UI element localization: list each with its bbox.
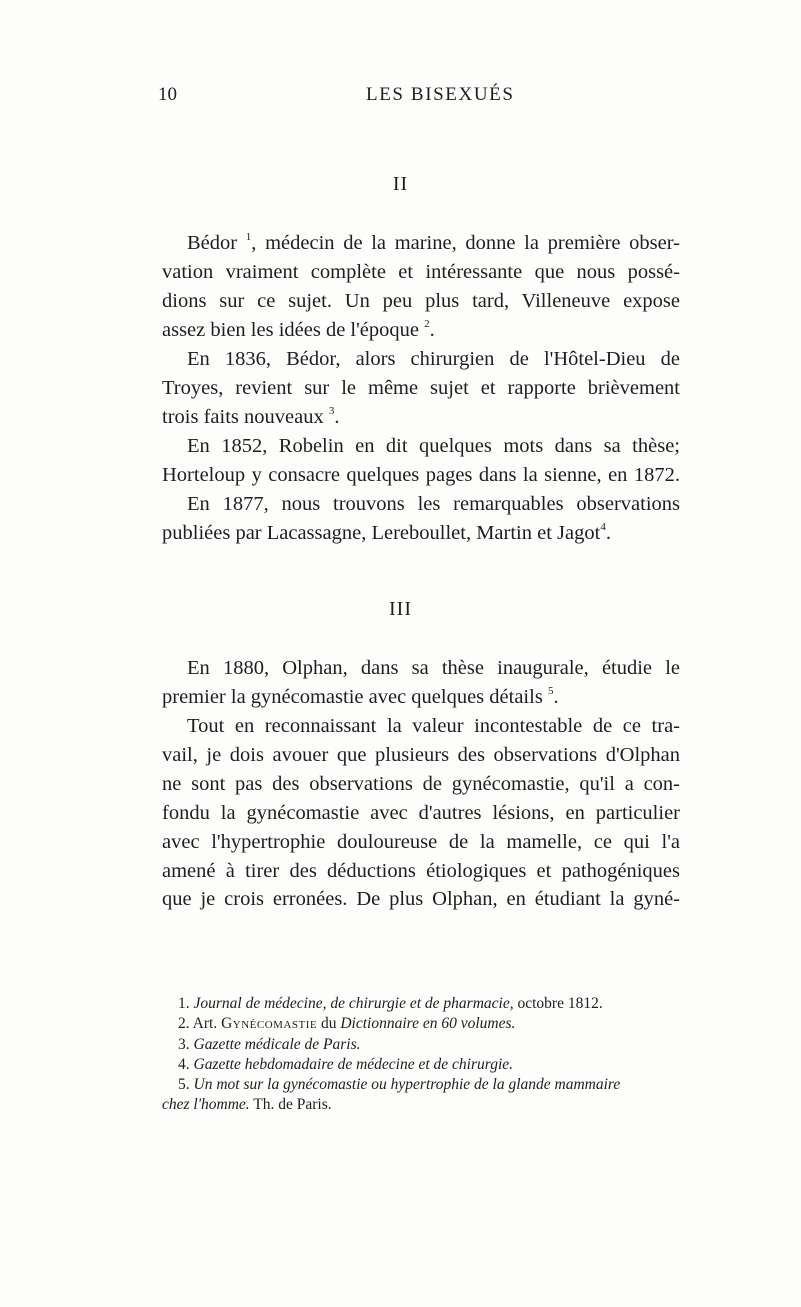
text-line: que je crois erronées. De plus Olphan, en étudiant la gyné- (162, 888, 680, 911)
footnote-ref: 2 (424, 317, 430, 330)
footnote-ref: 4 (600, 520, 606, 533)
text-line: avec l'hypertrophie douloureuse de la mamelle, ce qui l'a (162, 830, 680, 853)
text-line: fondu la gynécomastie avec d'autres lésions, en particulier (162, 801, 680, 824)
text-line: Tout en reconnaissant la valeur incontestable de ce tra- (187, 715, 680, 737)
footnote: 3. Gazette médicale de Paris. (178, 1035, 361, 1053)
text-line: amené à tirer des déductions étiologiques et pathogéniques (162, 859, 680, 882)
footnote-ref: 3 (328, 404, 335, 417)
text-line: trois faits nouveaux $^3$. (162, 404, 340, 428)
footnote-ref: 5 (547, 684, 554, 697)
footnote: 4. Gazette hebdomadaire de médecine et de chirurgie. (178, 1055, 514, 1073)
text-line: En 1880, Olphan, dans sa thèse inaugurale, étudie le (187, 657, 680, 679)
paragraph (162, 345, 680, 432)
paragraph (162, 432, 680, 490)
section-numeral-ii: II (392, 173, 409, 195)
footnote-continuation: chez l'homme. Th. de Paris. (162, 1096, 332, 1114)
text-line: Horteloup y consacre quelques pages dans la sienne, en 1872. (162, 463, 680, 486)
footnote: 5. Un mot sur la gynécomastie ou hypertrophie de la glande mammaire (178, 1076, 621, 1094)
footnote: 2. Art. Gynécomastie du Dictionnaire en 60 volumes. (178, 1015, 516, 1033)
text-line: vation vraiment complète et intéressante que nous possé- (162, 260, 680, 283)
text-line: En 1877, nous trouvons les remarquables observations (187, 493, 680, 515)
page-header (158, 84, 678, 110)
paragraph (162, 490, 680, 548)
paragraph (162, 229, 680, 345)
text-line: publiées par Lacassagne, Lereboullet, Martin et Jagot$^4$. (162, 520, 611, 544)
footnote-ref: 1 (245, 231, 252, 243)
text-line: Troyes, revient sur le même sujet et rapporte brièvement (162, 376, 680, 399)
text-line: assez bien les idées de l'époque $^2$. (162, 317, 435, 341)
text-line: vail, je dois avouer que plusieurs des observations d'Olphan (162, 743, 680, 766)
running-head: LES BISEXUÉS (366, 84, 515, 105)
text-line: ne sont pas des observations de gynécomastie, qu'il a con- (162, 772, 680, 795)
text-line: Bédor $^1$, médecin de la marine, donne la première obser- (187, 231, 680, 254)
text-line: En 1836, Bédor, alors chirurgien de l'Hôtel-Dieu de (187, 348, 680, 370)
footnote: 1. Journal de médecine, de chirurgie et de pharmacie, octobre 1812. (178, 995, 603, 1012)
footnotes (162, 994, 682, 1116)
text-line: dions sur ce sujet. Un peu plus tard, Villeneuve expose (162, 289, 680, 312)
paragraph (162, 654, 680, 712)
text-line: En 1852, Robelin en dit quelques mots dans sa thèse; (187, 435, 680, 457)
text-line: premier la gynécomastie avec quelques détails $^5$. (162, 684, 559, 708)
page-number: 10 (158, 84, 177, 105)
paragraph (162, 712, 680, 914)
section-numeral-iii: III (389, 598, 412, 620)
